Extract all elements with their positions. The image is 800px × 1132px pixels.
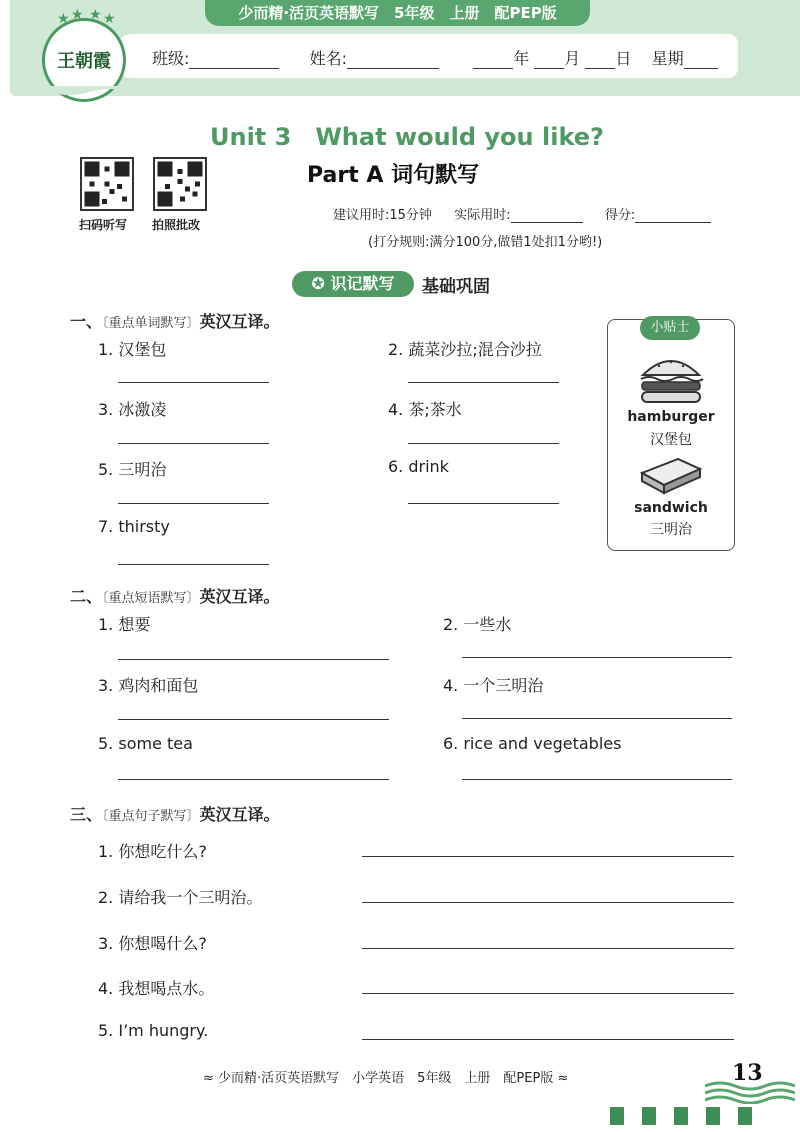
section1-item: 4. 茶;茶水 <box>388 400 462 419</box>
day-field[interactable] <box>585 52 615 69</box>
star-icon: ★ <box>89 7 102 23</box>
footer-text: ≈ 少而精·活页英语默写 小学英语 5年级 上册 配PEP版 ≈ <box>203 1071 569 1086</box>
answer-line[interactable] <box>408 503 559 504</box>
student-info-row <box>152 46 718 69</box>
section3-item: 4. 我想喝点水。 <box>98 979 215 998</box>
section2-item: 6. rice and vegetables <box>443 734 622 753</box>
answer-line[interactable] <box>408 382 559 383</box>
name-field[interactable] <box>347 52 439 69</box>
tip-header: 小贴士 <box>640 316 700 340</box>
answer-line[interactable] <box>362 948 734 949</box>
answer-line[interactable] <box>462 718 732 719</box>
edge-marker <box>610 1107 624 1125</box>
banner-subtitle: 基础巩固 <box>422 277 490 297</box>
day-label: 日 <box>615 49 632 68</box>
section2-item: 5. some tea <box>98 734 193 753</box>
logo-text: 王朝霞 <box>57 51 111 72</box>
section1-item: 2. 蔬菜沙拉;混合沙拉 <box>388 340 542 359</box>
section2-heading <box>70 584 280 607</box>
section1-item: 1. 汉堡包 <box>98 340 167 359</box>
answer-line[interactable] <box>462 657 732 658</box>
section1-item: 5. 三明治 <box>98 460 167 479</box>
section3-title: 英汉互译。 <box>199 805 280 824</box>
answer-line[interactable] <box>408 443 559 444</box>
qr-code-listen-icon[interactable] <box>80 157 134 211</box>
answer-line[interactable] <box>118 659 389 660</box>
qr-photo-label: 拍照批改 <box>152 218 201 232</box>
part-title: Part A 词句默写 <box>307 163 480 188</box>
star-icon: ★ <box>103 11 116 27</box>
edge-marker <box>738 1107 752 1125</box>
section1-prefix: 一、 <box>70 312 103 331</box>
answer-line[interactable] <box>118 719 389 720</box>
section1-tag: 〔重点单词默写〕 <box>102 316 200 331</box>
timing-row <box>333 204 711 223</box>
section1-item: 6. drink <box>388 457 449 476</box>
section1-item: 7. thirsty <box>98 517 170 536</box>
star-icon: ★ <box>57 11 70 27</box>
section2-item: 1. 想要 <box>98 615 151 634</box>
sandwich-icon <box>638 455 704 495</box>
answer-line[interactable] <box>362 902 734 903</box>
answer-line[interactable] <box>118 382 269 383</box>
score-field[interactable] <box>635 209 711 223</box>
section2-item: 4. 一个三明治 <box>443 676 544 695</box>
section3-item: 2. 请给我一个三明治。 <box>98 888 263 907</box>
qr-listen-label: 扫码听写 <box>79 218 128 232</box>
name-label: 姓名: <box>309 49 347 68</box>
tip-word1-zh: 汉堡包 <box>650 432 692 448</box>
page-number: 13 <box>732 1060 763 1086</box>
actual-time-field[interactable] <box>511 209 583 223</box>
tip-word2-zh: 三明治 <box>650 522 692 538</box>
class-label: 班级: <box>152 49 190 68</box>
weekday-field[interactable] <box>684 52 718 69</box>
section3-heading <box>70 802 280 825</box>
banner-pill-label: 识记默写 <box>330 274 395 293</box>
actual-time-label: 实际用时: <box>454 208 511 223</box>
section3-item: 1. 你想吃什么? <box>98 842 207 861</box>
answer-line[interactable] <box>462 779 732 780</box>
unit-title: Unit 3 What would you like? <box>210 123 604 151</box>
edge-marker <box>706 1107 720 1125</box>
section3-prefix: 三、 <box>70 805 103 824</box>
section1-title: 英汉互译。 <box>199 312 280 331</box>
tip-word1-en: hamburger <box>627 409 715 425</box>
month-label: 月 <box>564 49 581 68</box>
section2-tag: 〔重点短语默写〕 <box>102 591 200 606</box>
section-banner-pill <box>292 271 414 297</box>
score-label: 得分: <box>604 208 636 223</box>
answer-line[interactable] <box>362 856 734 857</box>
section2-title: 英汉互译。 <box>199 587 280 606</box>
section3-item: 3. 你想喝什么? <box>98 934 207 953</box>
answer-line[interactable] <box>362 993 734 994</box>
tip-word2-en: sandwich <box>634 500 708 516</box>
section3-tag: 〔重点句子默写〕 <box>102 809 200 824</box>
qr-code-photo-icon[interactable] <box>153 157 207 211</box>
year-label: 年 <box>513 49 530 68</box>
section2-prefix: 二、 <box>70 587 103 606</box>
suggested-time: 建议用时:15分钟 <box>333 208 432 223</box>
answer-line[interactable] <box>118 779 389 780</box>
section1-item: 3. 冰激凌 <box>98 400 167 419</box>
class-field[interactable] <box>189 52 279 69</box>
edge-marker <box>642 1107 656 1125</box>
header-wave-decoration <box>10 86 800 104</box>
edge-marker <box>674 1107 688 1125</box>
star-icon: ★ <box>71 7 84 23</box>
section1-heading <box>70 309 280 332</box>
series-title: 少而精·活页英语默写 5年级 上册 配PEP版 <box>205 0 590 26</box>
hamburger-icon <box>637 353 705 405</box>
section2-item: 3. 鸡肉和面包 <box>98 676 199 695</box>
answer-line[interactable] <box>362 1039 734 1040</box>
answer-line[interactable] <box>118 564 269 565</box>
answer-line[interactable] <box>118 503 269 504</box>
section3-item: 5. I’m hungry. <box>98 1021 209 1040</box>
section2-item: 2. 一些水 <box>443 615 512 634</box>
answer-line[interactable] <box>118 443 269 444</box>
scoring-rule: (打分规则:满分100分,做错1处扣1分哟!) <box>368 235 603 250</box>
weekday-label: 星期 <box>651 49 684 68</box>
medal-icon: ✪ <box>311 274 325 293</box>
month-field[interactable] <box>534 52 564 69</box>
year-field[interactable] <box>473 52 513 69</box>
